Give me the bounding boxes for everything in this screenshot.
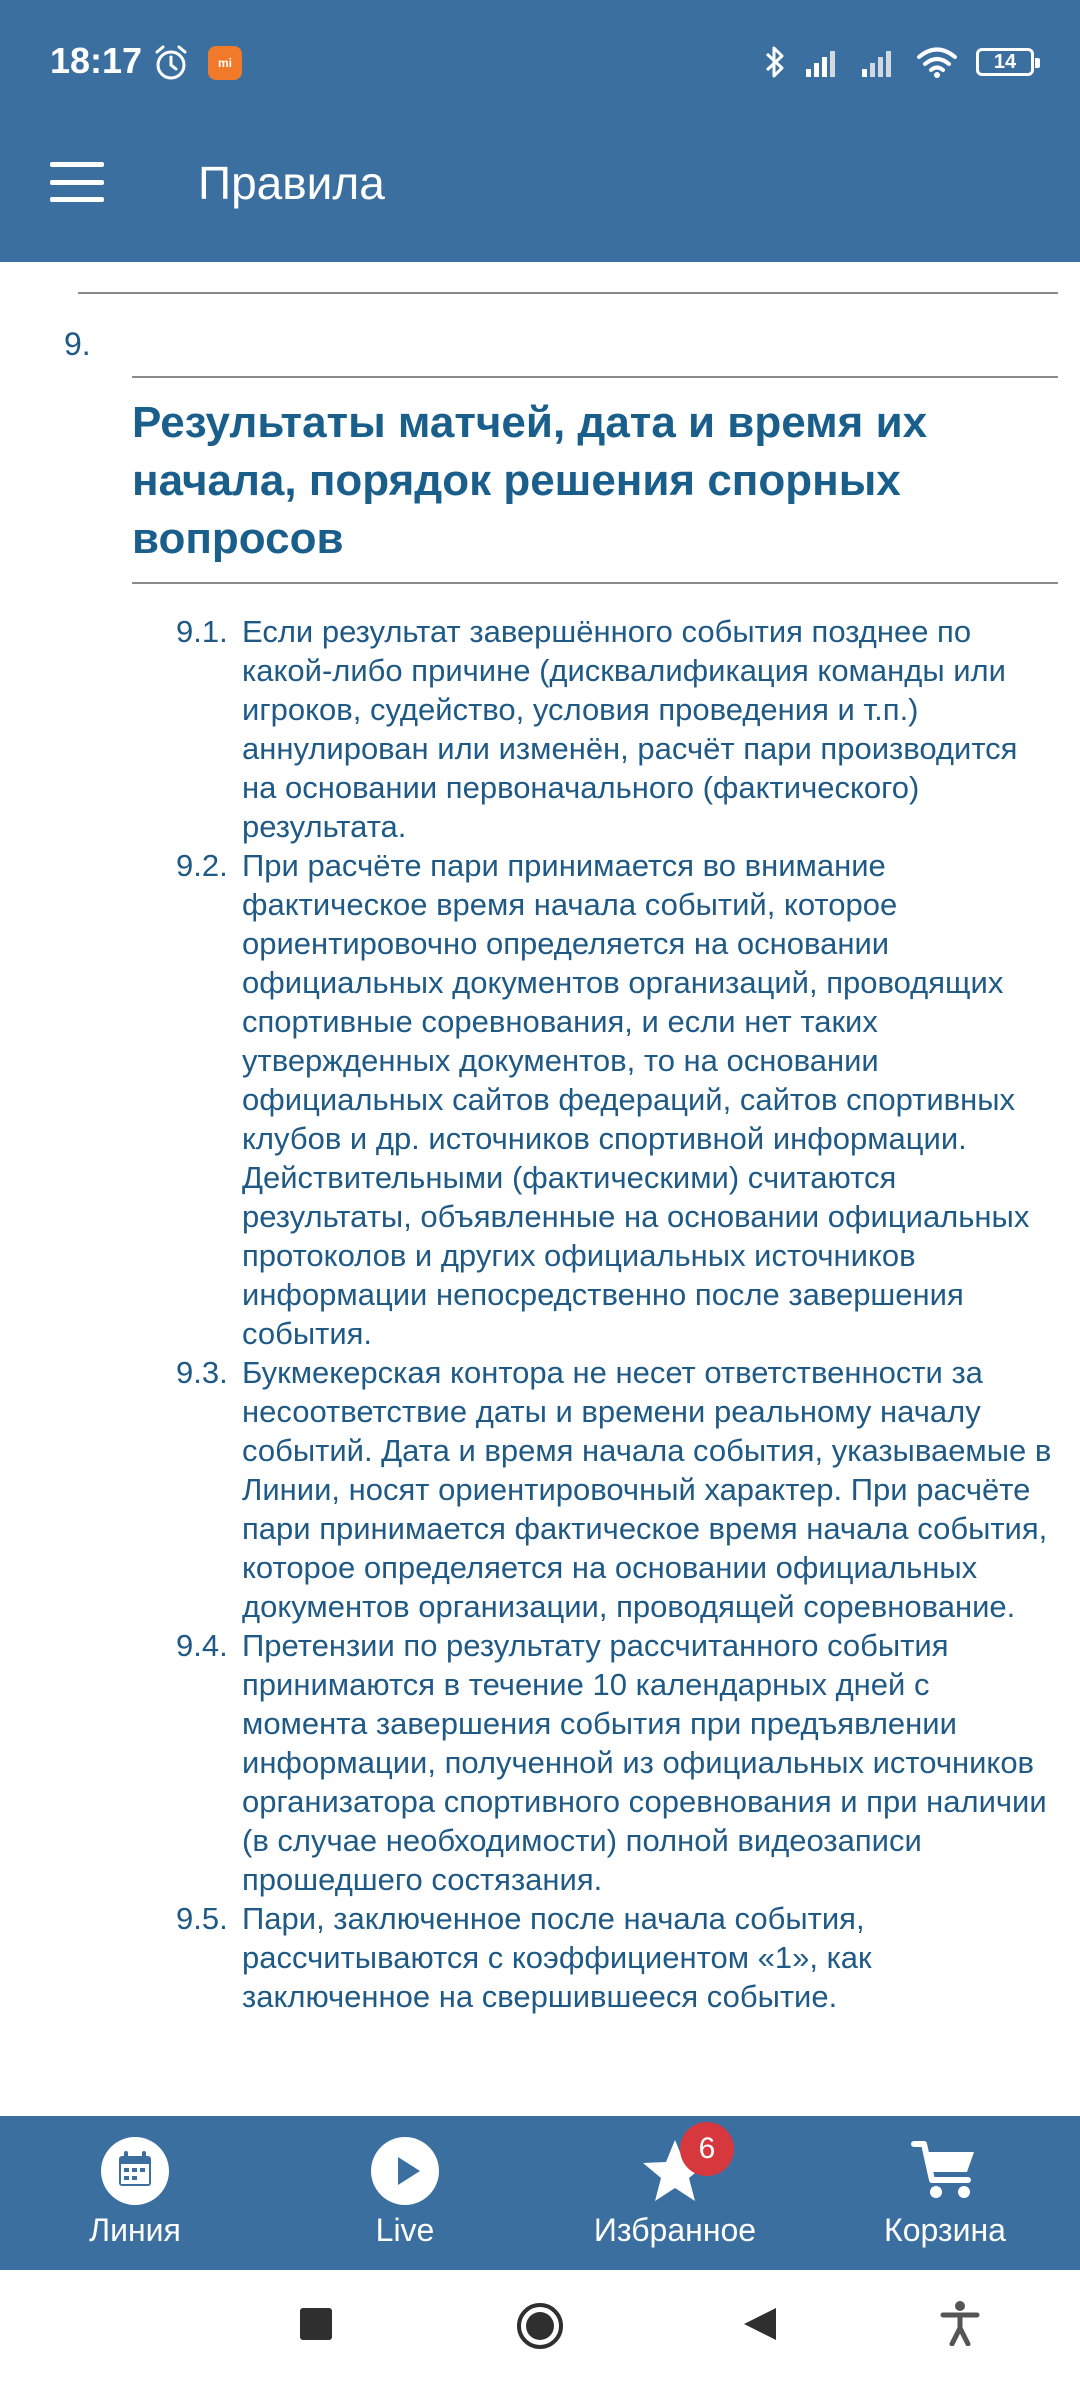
- play-icon: [370, 2136, 440, 2206]
- rule-item-text: Если результат завершённого события позднее по какой-либо причине (дисквалификация команды или игроков, судейство, условия проведения и т.п.) аннулирован или изменён, расчёт пари производится на основании первоначального (фактического) результата.: [242, 614, 1018, 844]
- rule-item-number: 9.1.: [176, 614, 228, 649]
- nav-line-label: Линия: [89, 2212, 181, 2248]
- wifi-icon: [916, 46, 958, 78]
- rules-list: [176, 612, 1056, 2016]
- mi-app-icon: mi: [208, 46, 242, 80]
- battery-level: 14: [993, 50, 1017, 73]
- nav-live[interactable]: [270, 2116, 540, 2270]
- rule-item-number: 9.4.: [176, 1628, 228, 1663]
- signal-icon-2: [860, 47, 898, 77]
- rule-item-number: 9.2.: [176, 848, 228, 883]
- rule-item-number: 9.3.: [176, 1355, 228, 1390]
- recents-square-icon[interactable]: [298, 2306, 334, 2347]
- rule-item: [176, 612, 1056, 846]
- rules-content[interactable]: [0, 262, 1080, 2116]
- star-icon: [640, 2132, 716, 2206]
- hamburger-menu-icon[interactable]: [50, 162, 104, 202]
- rule-item-text: Пари, заключенное после начала события, рассчитываются с коэффициентом «1», как заключенное на свершившееся событие.: [242, 1901, 872, 2014]
- signal-icon: [804, 47, 842, 77]
- cart-icon: [910, 2136, 980, 2206]
- divider: [132, 376, 1058, 378]
- rule-item: [176, 846, 1056, 1353]
- bottom-nav: [0, 2116, 1080, 2270]
- nav-line[interactable]: [0, 2116, 270, 2270]
- accessibility-icon[interactable]: [940, 2300, 980, 2351]
- home-circle-icon[interactable]: [516, 2302, 564, 2355]
- status-bar: [0, 0, 1080, 128]
- status-time: 18:17: [50, 40, 143, 81]
- rule-item: [176, 1353, 1056, 1626]
- battery-icon: [976, 48, 1034, 76]
- rule-item-text: При расчёте пари принимается во внимание фактическое время начала событий, которое ориентировочно определяется на основании официальных документов организаций, проводящих спортивные соревнования, и если нет таких утвержденных документов, то на основании официальных сайтов федераций, сайтов спортивных клубов и др. источников спортивной информации. Действительными (фактическими) считаются результаты, объявленные на основании официальных протоколов и других официальных источников информации непосредственно после завершения события.: [242, 848, 1030, 1351]
- divider: [78, 292, 1058, 294]
- nav-cart[interactable]: [810, 2116, 1080, 2270]
- calendar-icon: [100, 2136, 170, 2206]
- bluetooth-icon: [764, 44, 786, 80]
- nav-favorites[interactable]: [540, 2116, 810, 2270]
- rule-item: [176, 1626, 1056, 1899]
- favorites-badge: 6: [680, 2122, 734, 2176]
- section-number: 9.: [64, 326, 91, 362]
- rule-item: [176, 1899, 1056, 2016]
- system-nav-bar: [0, 2270, 1080, 2400]
- nav-live-label: Live: [375, 2212, 435, 2248]
- alarm-icon: [152, 44, 190, 87]
- rule-item-number: 9.5.: [176, 1901, 228, 1936]
- divider: [132, 582, 1058, 584]
- back-triangle-icon[interactable]: [742, 2306, 778, 2347]
- section-heading: Результаты матчей, дата и время их начала, порядок решения спорных вопросов: [132, 398, 928, 563]
- page-title: Правила: [198, 157, 385, 209]
- nav-cart-label: Корзина: [884, 2212, 1006, 2248]
- nav-favorites-label: Избранное: [593, 2212, 757, 2248]
- app-bar: [0, 0, 1080, 262]
- rule-item-text: Букмекерская контора не несет ответственности за несоответствие даты и времени реальному началу событий. Дата и время начала события, указываемые в Линии, носят ориентировочный характер. При расчёте пари принимается фактическое время начала события, которое определяется на основании официальных документов организации, проводящей соревнование.: [242, 1355, 1052, 1624]
- rule-item-text: Претензии по результату рассчитанного события принимаются в течение 10 календарных дней с момента завершения события при предъявлении информации, полученной из официальных источников организатора спортивного соревнования и при наличии (в случае необходимости) полной видеозаписи прошедшего состязания.: [242, 1628, 1047, 1897]
